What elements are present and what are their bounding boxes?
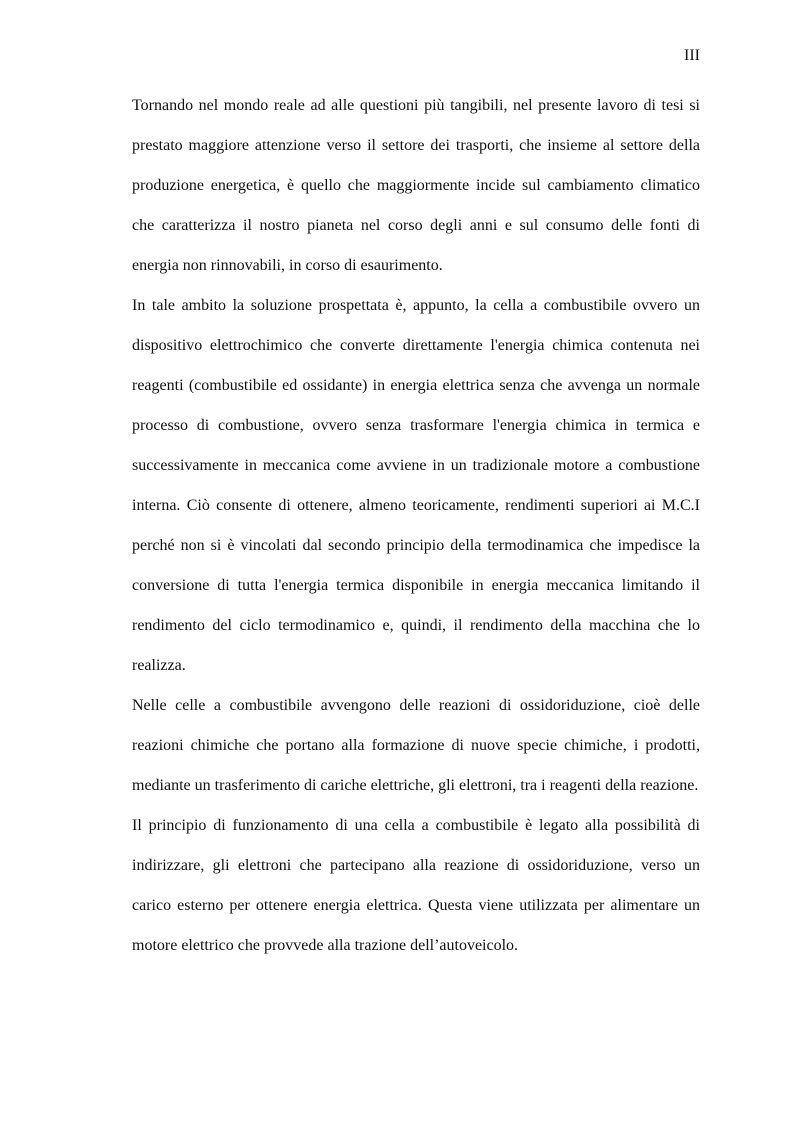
document-body <box>132 86 700 966</box>
paragraph-transport-sector: Tornando nel mondo reale ad alle questioni più tangibili, nel presente lavoro di tesi si prestato maggiore attenzione verso il settore dei trasporti, che insieme al settore della produzione energetica, è quello che maggiormente incide sul cambiamento climatico che caratterizza il nostro pianeta nel corso degli anni e sul consumo delle fonti di energia non rinnovabili, in corso di esaurimento. <box>132 97 700 274</box>
page-number: III <box>684 47 700 64</box>
paragraph-redox-reactions: Nelle celle a combustibile avvengono delle reazioni di ossidoriduzione, cioè delle reazioni chimiche che portano alla formazione di nuove specie chimiche, i prodotti, mediante un trasferimento di cariche elettriche, gli elettroni, tra i reagenti della reazione. <box>132 697 700 794</box>
paragraph-fuel-cell-definition: In tale ambito la soluzione prospettata è, appunto, la cella a combustibile ovvero un dispositivo elettrochimico che converte direttamente l'energia chimica contenuta nei reagenti (combustibile ed ossidante) in energia elettrica senza che avvenga un normale processo di combustione, ovvero senza trasformare l'energia chimica in termica e successivamente in meccanica come avviene in un tradizionale motore a combustione interna. Ciò consente di ottenere, almeno teoricamente, rendimenti superiori ai M.C.I perché non si è vincolati dal secondo principio della termodinamica che impedisce la conversione di tutta l'energia termica disponibile in energia meccanica limitando il rendimento del ciclo termodinamico e, quindi, il rendimento della macchina che lo realizza. <box>132 297 700 674</box>
paragraph-operating-principle: Il principio di funzionamento di una cella a combustibile è legato alla possibilità di indirizzare, gli elettroni che partecipano alla reazione di ossidoriduzione, verso un carico esterno per ottenere energia elettrica. Questa viene utilizzata per alimentare un motore elettrico che provvede alla trazione dell’autoveicolo. <box>132 817 700 954</box>
